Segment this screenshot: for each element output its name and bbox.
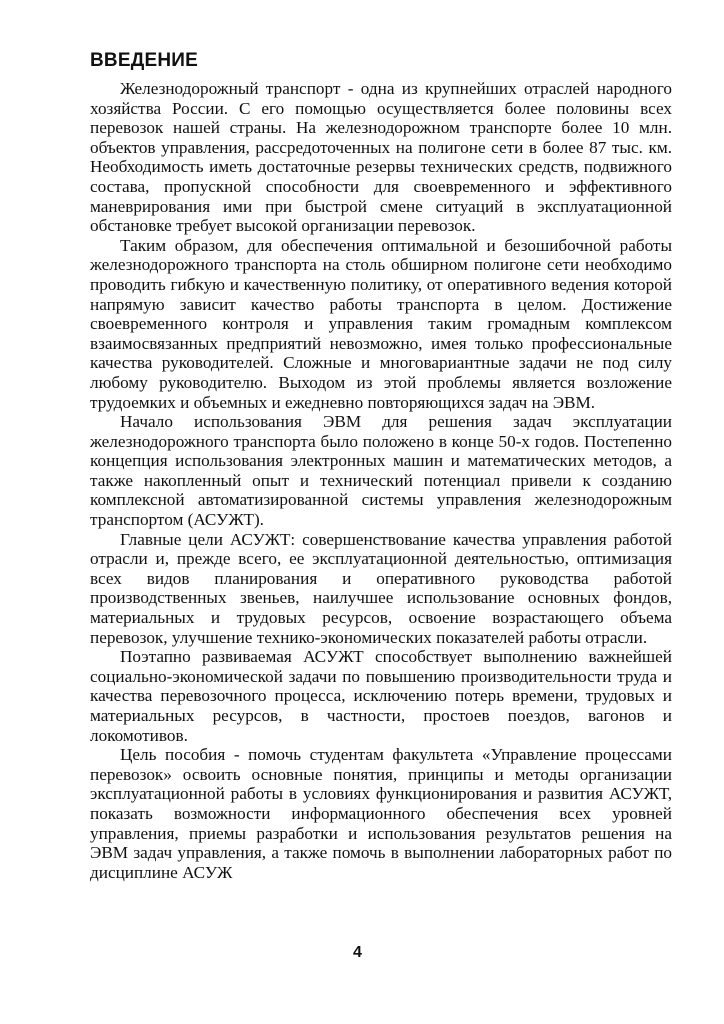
paragraph: Начало использования ЭВМ для решения задач эксплуатации железнодорожного транспорта было положено в конце 50-х годов. Постепенно концепция использования электронных машин и математических методов, а также накопленный опыт и технический потенциал привели к созданию комплексной автоматизированной системы управления железнодорожным транспортом (АСУЖТ). <box>90 412 672 530</box>
paragraph: Таким образом, для обеспечения оптимальной и безошибочной работы железнодорожного транспорта на столь обширном полигоне сети необходимо проводить гибкую и качественную политику, от оперативного ведения которой напрямую зависит качество работы транспорта в целом. Достижение своевременного контроля и управления таким громадным комплексом взаимосвязанных предприятий невозможно, имея только профессиональные качества руководителей. Сложные и многовариантные задачи не под силу любому руководителю. Выходом из этой проблемы является возложение трудоемких и объемных и ежедневно повторяющихся задач на ЭВМ. <box>90 235 672 412</box>
paragraph: Железнодорожный транспорт - одна из крупнейших отраслей народного хозяйства России. С его помощью осуществляется более половины всех перевозок нашей страны. На железнодорожном транспорте более 10 млн. объектов управления, рассредоточенных на полигоне сети в более 87 тыс. км. Необходимость иметь достаточные резервы технических средств, подвижного состава, пропускной способности для своевременного и эффективного маневрирования ими при быстрой смене ситуаций в эксплуатационной обстановке требует высокой организации перевозок. <box>90 79 672 236</box>
page-number: 4 <box>353 944 362 961</box>
paragraph: Главные цели АСУЖТ: совершенствование качества управления работой отрасли и, прежде всего, ее эксплуатационной деятельностью, оптимизация всех видов планирования и оперативного руководства работой производственных звеньев, наилучшее использование основных фондов, материальных и трудовых ресурсов, освоение возрастающего объема перевозок, улучшение технико-экономических показателей работы отрасли. <box>90 529 672 647</box>
body-text <box>90 79 672 882</box>
section-heading: ВВЕДЕНИЕ <box>90 50 198 71</box>
paragraph: Поэтапно развиваемая АСУЖТ способствует выполнению важнейшей социально-экономической задачи по повышению производительности труда и качества перевозочного процесса, исключению потерь времени, трудовых и материальных ресурсов, в частности, простоев поездов, вагонов и локомотивов. <box>90 647 672 745</box>
paragraph: Цель пособия - помочь студентам факультета «Управление процессами перевозок» освоить основные понятия, принципы и методы организации эксплуатационной работы в условиях функционирования и развития АСУЖТ, показать возможности информационного обеспечения всех уровней управления, приемы разработки и использования результатов решения на ЭВМ задач управления, а также помочь в выполнении лабораторных работ по дисциплине АСУЖ <box>90 745 672 882</box>
